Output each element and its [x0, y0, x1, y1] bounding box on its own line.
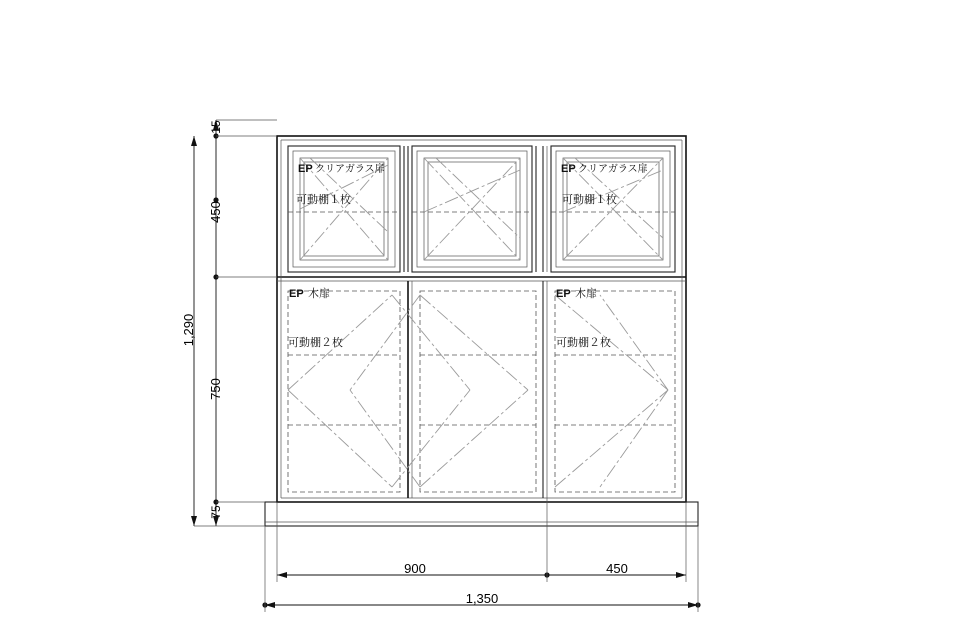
dim-top-gap: 15: [209, 120, 223, 134]
annotation-lower-right-shelf: 可動棚２枚: [556, 337, 611, 349]
cabinet-outline: [277, 136, 686, 502]
dim-lower-section: 750: [208, 378, 223, 400]
annotation-upper-left-door-ep: EP: [298, 163, 313, 175]
dim-overall-height: 1,290: [181, 313, 196, 347]
annotation-upper-right-door-ep: EP: [561, 163, 576, 175]
annotation-upper-right-shelf: 可動棚１枚: [562, 194, 617, 206]
annotation-lower-left-door-sub: 木扉: [308, 288, 330, 300]
plinth: [265, 502, 698, 526]
annotation-upper-left-shelf: 可動棚１枚: [296, 194, 351, 206]
annotation-upper-left-door-sub: クリアガラス扉: [315, 164, 385, 175]
dim-right-width: 450: [606, 561, 628, 576]
annotation-upper-right-door-sub: クリアガラス扉: [578, 164, 648, 175]
lower-left-door: [288, 291, 400, 492]
dim-plinth: 75: [209, 505, 223, 519]
annotation-lower-right-door-sub: 木扉: [575, 288, 597, 300]
dim-left-width: 900: [404, 561, 426, 576]
lower-right-door: [555, 291, 675, 492]
annotation-lower-left-door-ep: EP: [289, 288, 304, 300]
lower-middle-door: [420, 291, 536, 492]
annotation-lower-left-shelf: 可動棚２枚: [288, 337, 343, 349]
annotation-lower-right-door-ep: EP: [556, 288, 571, 300]
dim-overall-width: 1,350: [465, 591, 499, 606]
dim-upper-section: 450: [208, 201, 223, 223]
